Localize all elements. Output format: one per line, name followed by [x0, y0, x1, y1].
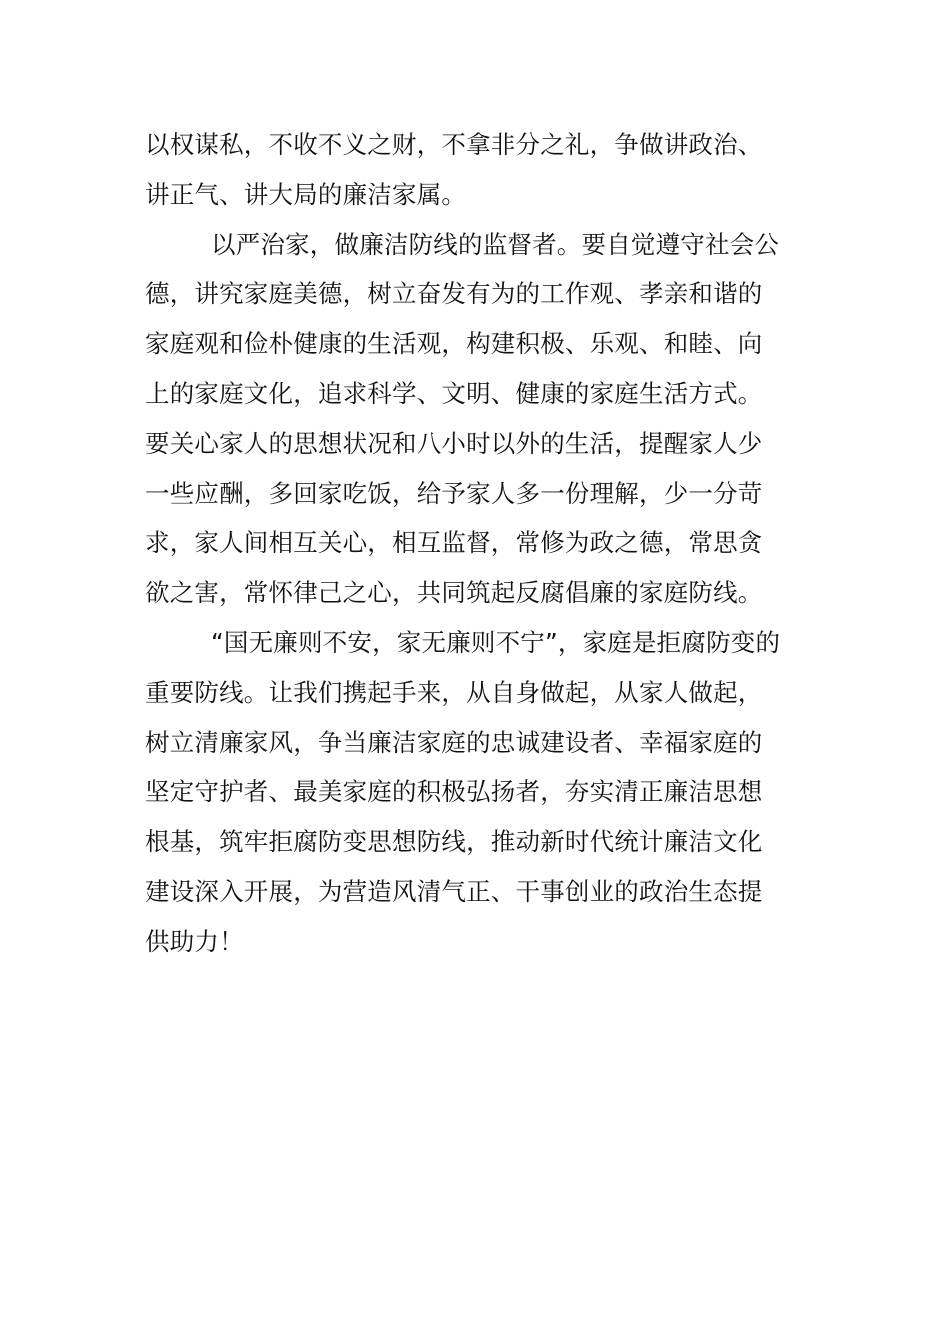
- text-line-8: 一些应酬，多回家吃饭，给予家人多一份理解，少一分苛: [145, 478, 763, 508]
- text-line-17: 供助力！: [145, 926, 244, 956]
- text-line-16: 建设深入开展，为营造风清气正、干事创业的政治生态提: [145, 876, 763, 906]
- text-line-7: 要关心家人的思想状况和八小时以外的生活，提醒家人少: [145, 428, 763, 458]
- text-line-14: 坚定守护者、最美家庭的积极弘扬者，夯实清正廉洁思想: [145, 777, 763, 807]
- body-text: [145, 120, 805, 967]
- text-line-3: 以严治家，做廉洁防线的监督者。要自觉遵守社会公: [211, 229, 780, 259]
- text-line-4: 德，讲究家庭美德，树立奋发有为的工作观、孝亲和谐的: [145, 279, 763, 309]
- text-line-10: 欲之害，常怀律己之心，共同筑起反腐倡廉的家庭防线。: [145, 578, 763, 608]
- text-line-9: 求，家人间相互关心，相互监督，常修为政之德，常思贪: [145, 528, 763, 558]
- text-line-12: 重要防线。让我们携起手来，从自身做起，从家人做起，: [145, 677, 763, 707]
- text-line-15: 根基，筑牢拒腐防变思想防线，推动新时代统计廉洁文化: [145, 827, 763, 857]
- text-line-1: 以权谋私，不收不义之财，不拿非分之礼，争做讲政治、: [145, 130, 763, 159]
- text-line-2: 讲正气、讲大局的廉洁家属。: [145, 179, 467, 209]
- text-line-13: 树立清廉家风，争当廉洁家庭的忠诚建设者、幸福家庭的: [145, 727, 763, 757]
- text-line-5: 家庭观和俭朴健康的生活观，构建积极、乐观、和睦、向: [145, 329, 763, 359]
- text-line-11: “国无廉则不安，家无廉则不宁”，家庭是拒腐防变的: [211, 627, 781, 657]
- text-line-6: 上的家庭文化，追求科学、文明、健康的家庭生活方式。: [145, 378, 763, 408]
